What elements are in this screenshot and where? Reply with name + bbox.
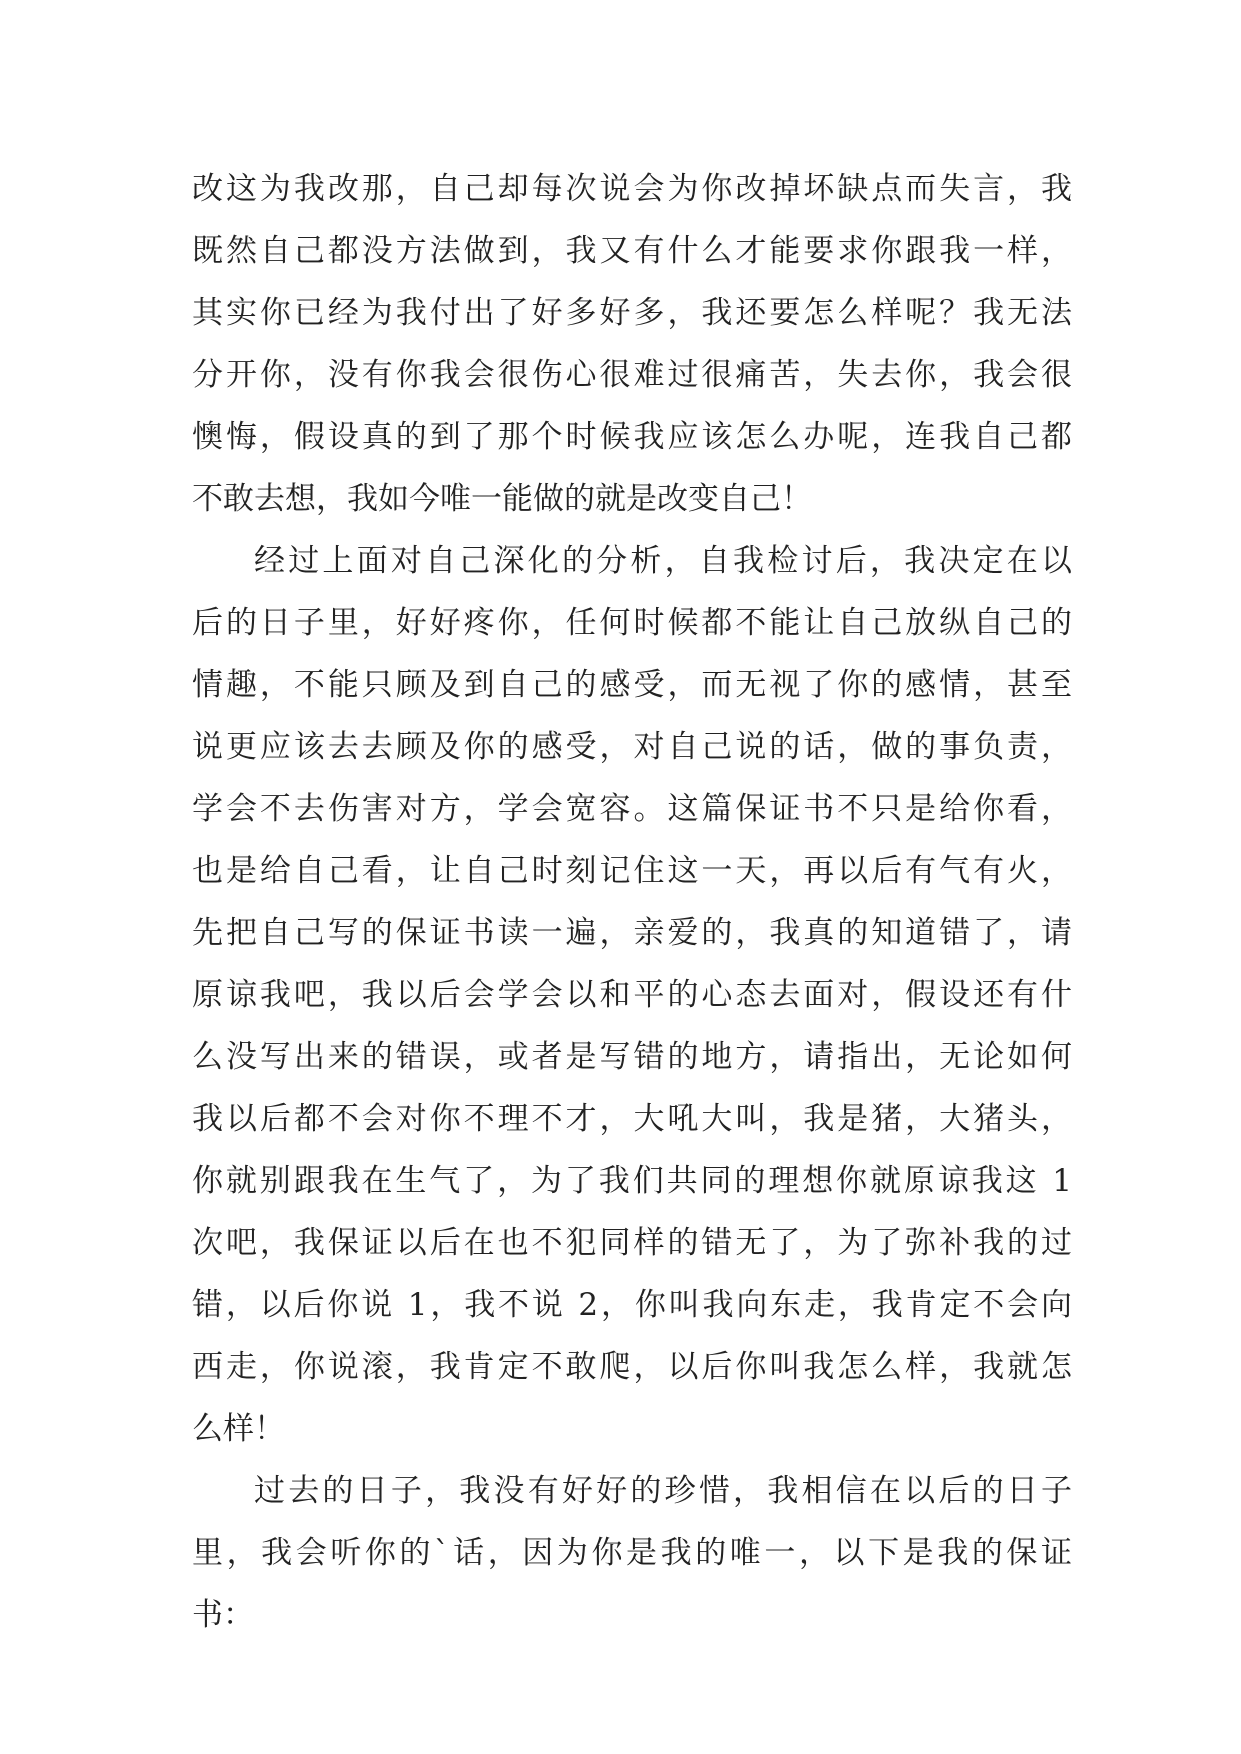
text-line: 情趣，不能只顾及到自己的感受，而无视了你的感情，甚至 (192, 667, 1072, 703)
text-line: 次吧，我保证以后在也不犯同样的错无了，为了弥补我的过 (192, 1225, 1072, 1261)
document-body (192, 158, 1072, 1646)
text-line: 其实你已经为我付出了好多好多，我还要怎么样呢？我无法 (192, 295, 1072, 331)
text-line: 原谅我吧，我以后会学会以和平的心态去面对，假设还有什 (192, 977, 1072, 1013)
text-line: 过去的日子，我没有好好的珍惜，我相信在以后的日子 (254, 1473, 1072, 1509)
paragraph (192, 158, 1072, 530)
text-line: 么样！ (192, 1411, 285, 1447)
text-line: 书： (192, 1597, 254, 1633)
text-line: 懊悔，假设真的到了那个时候我应该怎么办呢，连我自己都 (192, 419, 1072, 455)
text-line: 错，以后你说 1，我不说 2，你叫我向东走，我肯定不会向 (192, 1287, 1072, 1323)
text-line: 也是给自己看，让自己时刻记住这一天，再以后有气有火， (192, 853, 1072, 889)
text-line: 说更应该去去顾及你的感受，对自己说的话，做的事负责， (192, 729, 1072, 765)
text-line: 分开你，没有你我会很伤心很难过很痛苦，失去你，我会很 (192, 357, 1072, 393)
text-line: 里，我会听你的`话，因为你是我的唯一，以下是我的保证 (192, 1535, 1072, 1571)
text-line: 先把自己写的保证书读一遍，亲爱的，我真的知道错了，请 (192, 915, 1072, 951)
text-line: 西走，你说滚，我肯定不敢爬，以后你叫我怎么样，我就怎 (192, 1349, 1072, 1385)
text-line: 不敢去想，我如今唯一能做的就是改变自己！ (192, 481, 812, 517)
text-line: 你就别跟我在生气了，为了我们共同的理想你就原谅我这 1 (192, 1163, 1072, 1199)
text-line: 我以后都不会对你不理不才，大吼大叫，我是猪，大猪头， (192, 1101, 1072, 1137)
text-line: 改这为我改那，自己却每次说会为你改掉坏缺点而失言，我 (192, 171, 1072, 207)
text-line: 既然自己都没方法做到，我又有什么才能要求你跟我一样， (192, 233, 1072, 269)
text-line: 学会不去伤害对方，学会宽容。这篇保证书不只是给你看， (192, 791, 1072, 827)
paragraph (192, 530, 1072, 1460)
paragraph (192, 1460, 1072, 1646)
text-line: 后的日子里，好好疼你，任何时候都不能让自己放纵自己的 (192, 605, 1072, 641)
text-line: 么没写出来的错误，或者是写错的地方，请指出，无论如何 (192, 1039, 1072, 1075)
text-line: 经过上面对自己深化的分析，自我检讨后，我决定在以 (254, 543, 1072, 579)
